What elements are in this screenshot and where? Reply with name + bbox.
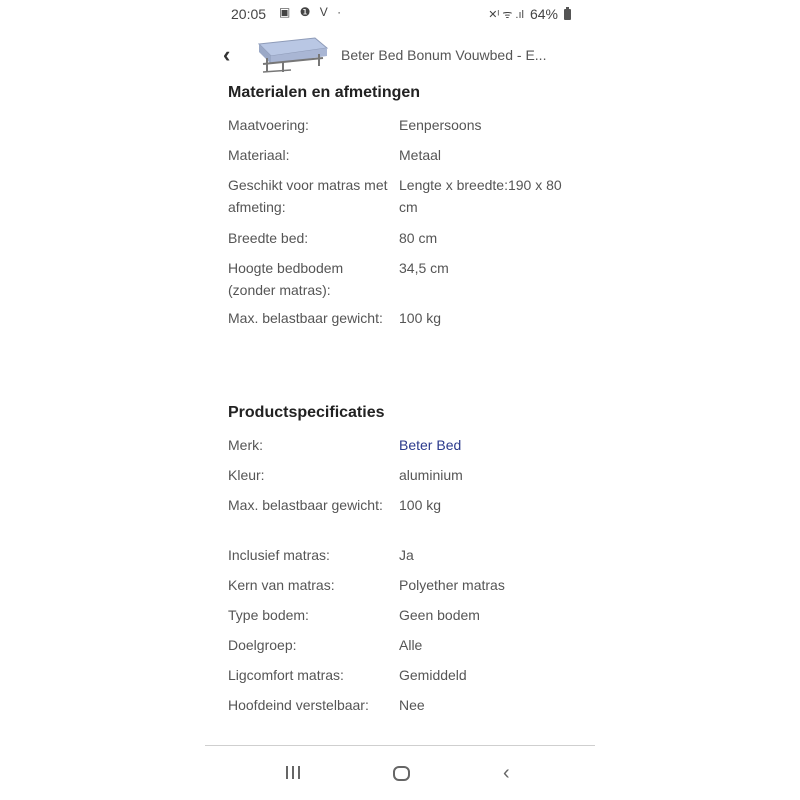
product-details (205, 84, 595, 744)
status-bar (205, 0, 595, 28)
product-thumbnail[interactable] (253, 34, 331, 76)
spec-label: Ligcomfort matras: (228, 667, 344, 683)
spec-label: Geschikt voor matras met afmeting: (228, 177, 388, 215)
status-time: 20:05 (231, 6, 267, 22)
spec-label: Inclusief matras: (228, 547, 330, 563)
recent-apps-icon[interactable] (285, 764, 301, 780)
nav-back-icon[interactable]: ‹ (503, 762, 510, 784)
spec-value: 34,5 cm (399, 260, 449, 276)
spec-value: Metaal (399, 147, 442, 163)
spec-value: Eenpersoons (399, 117, 482, 133)
spec-label: Merk: (228, 437, 263, 453)
spec-label: Type bodem: (228, 607, 309, 623)
spec-value: Nee (399, 697, 425, 713)
status-right (488, 6, 571, 22)
signal-wifi-icons: ✕ᴵ ᯤ .ıl (488, 8, 524, 21)
spec-value: 80 cm (399, 230, 438, 246)
spec-label: Doelgroep: (228, 637, 297, 653)
spec-label: Kleur: (228, 467, 265, 483)
app-bar (205, 30, 595, 84)
spec-value: Polyether matras (399, 577, 505, 593)
spec-value: Gemiddeld (399, 667, 467, 683)
spec-value: aluminium (399, 467, 463, 483)
spec-label: Max. belastbaar gewicht: (228, 310, 383, 326)
spec-label: Max. belastbaar gewicht: (228, 497, 383, 513)
spec-label: Materiaal: (228, 147, 290, 163)
spec-value: 100 kg (399, 310, 442, 326)
home-icon[interactable] (393, 766, 410, 781)
section-title-productspecificaties: Productspecificaties (228, 404, 385, 421)
system-nav-bar (205, 746, 595, 800)
section-title-materialen: Materialen en afmetingen (228, 84, 421, 101)
notification-icons: ▣ ❶ V · (279, 5, 345, 19)
spec-label: Breedte bed: (228, 230, 309, 246)
spec-label: Hoogte bedbodem (zonder matras): (228, 260, 344, 298)
spec-value: Lengte x breedte:190 x 80 cm (399, 177, 562, 215)
phone-screen (205, 0, 595, 800)
spec-value: Geen bodem (399, 607, 480, 623)
spec-value: 100 kg (399, 497, 442, 513)
battery-icon (564, 9, 571, 20)
page-title: Beter Bed Bonum Vouwbed - E... (341, 47, 547, 63)
spec-label: Hoofdeind verstelbaar: (228, 697, 369, 713)
spec-label: Kern van matras: (228, 577, 335, 593)
spec-value: Ja (399, 547, 414, 563)
brand-link[interactable]: Beter Bed (399, 437, 462, 453)
spec-value: Alle (399, 637, 423, 653)
back-arrow-icon[interactable]: ‹ (223, 42, 231, 67)
spec-label: Maatvoering: (228, 117, 309, 133)
battery-level: 64% (529, 6, 558, 22)
